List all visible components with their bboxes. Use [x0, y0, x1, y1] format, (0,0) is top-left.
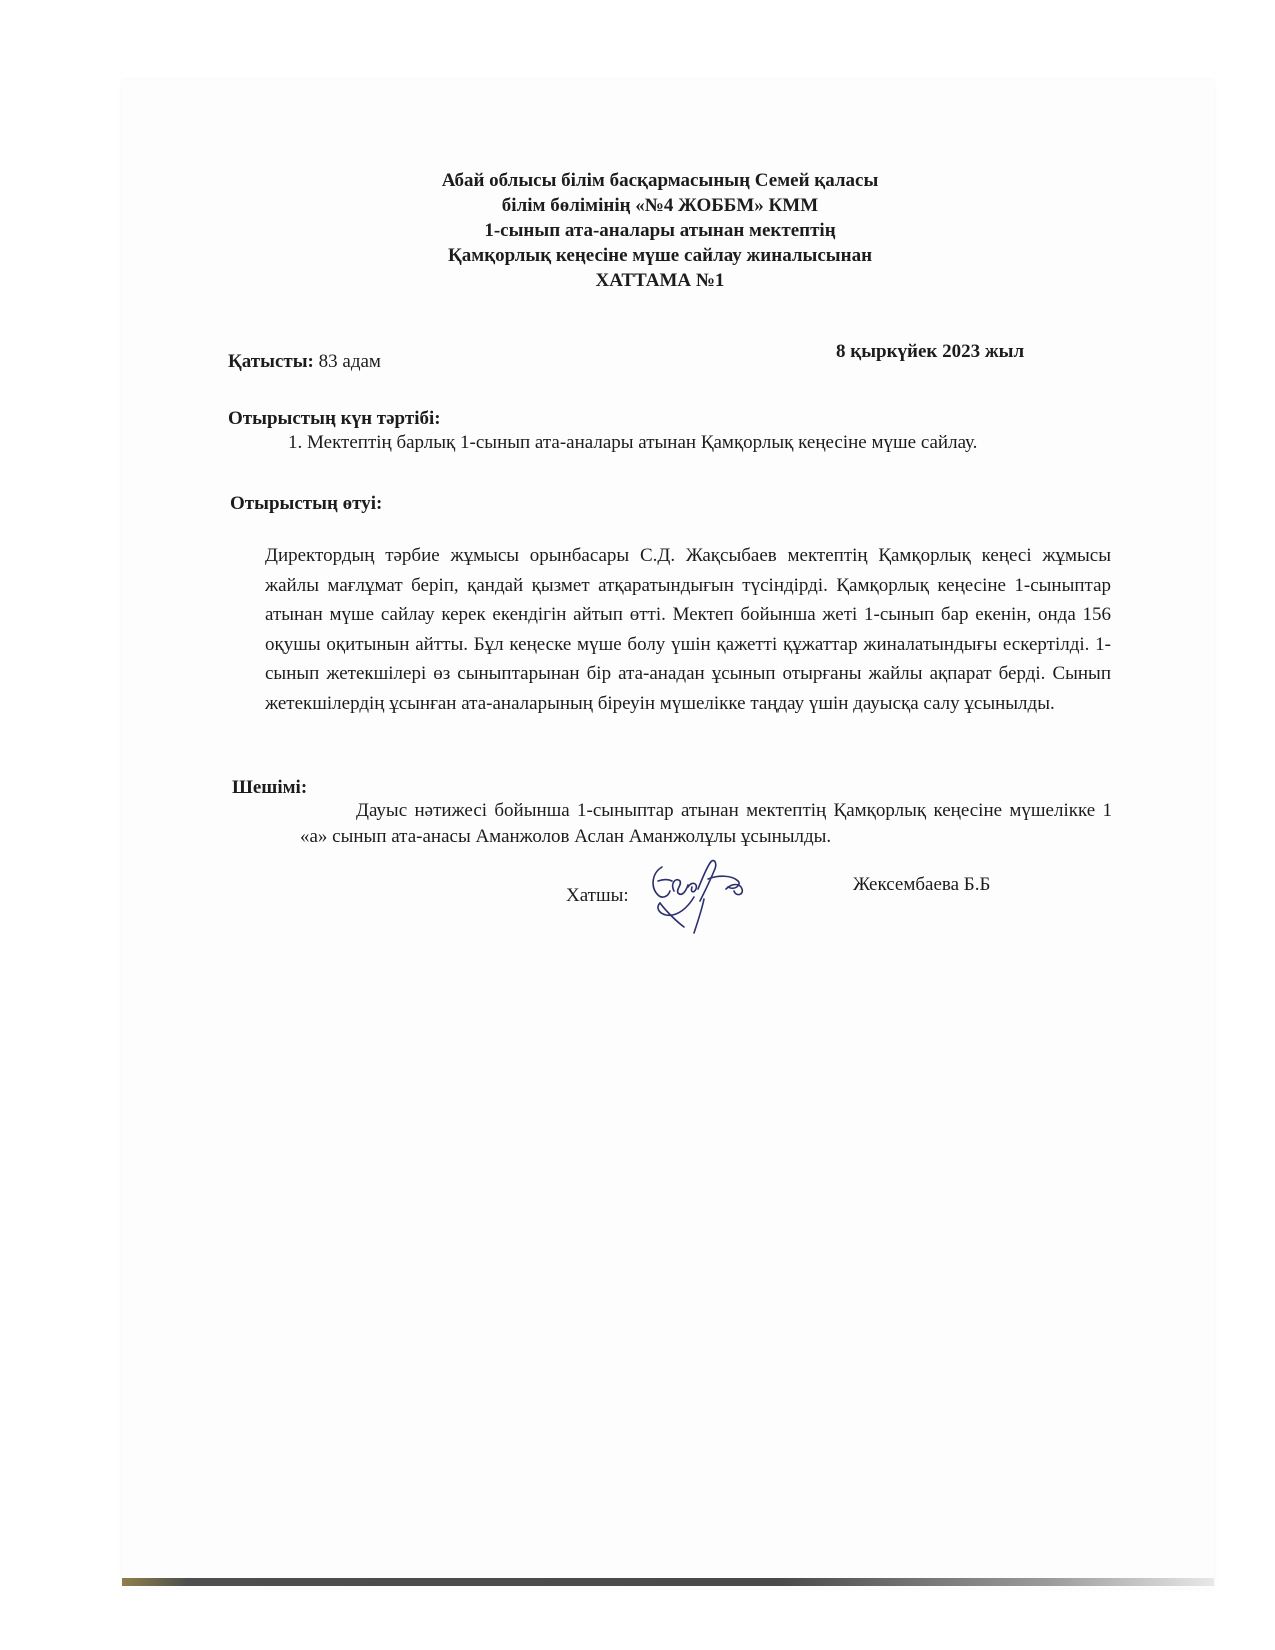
- header-line-3: 1-сынып ата-аналары атынан мектептің: [484, 220, 836, 241]
- meeting-date: 8 қыркүйек 2023 жыл: [836, 341, 1025, 362]
- attendance-value: 83 адам: [318, 351, 381, 372]
- course-title: Отырыстың өтуі:: [230, 493, 383, 514]
- decision-text: Дауыс нәтижесі бойынша 1-сыныптар атынан мектептің Қамқорлық кеңесіне мүшелікке 1 «а» сынып ата-анасы Аманжолов Аслан Аманжолұлы ұсынылды.: [300, 800, 1112, 847]
- header-line-1: Абай облысы білім басқармасының Семей қаласы: [441, 170, 879, 191]
- header-line-2: білім бөлімінің «№4 ЖОББМ» КММ: [501, 195, 819, 216]
- secretary-name: Жексембаева Б.Б: [853, 874, 991, 895]
- course-text: Директордың тәрбие жұмысы орынбасары С.Д. Жақсыбаев мектептің Қамқорлық кеңесі жұмысы жайлы мағлұмат беріп, қандай қызмет атқаратындығын түсіндірді. Қамқорлық кеңесіне 1-сыныптар атынан мүше сайлау керек екендігін айтып өтті. Мектеп бойынша жеті 1-сынып бар екенін, онда 156 оқушы оқитынын айтты. Бұл кеңеске мүше болу үшін қажетті құжаттар жиналатындығы ескертілді. 1-сынып жетекшілері өз сыныптарынан бір ата-анадан ұсынып отырғаны жайлы ақпарат берді. Сынып жетекшілердің ұсынған ата-аналарының біреуін мүшелікке таңдау үшін дауысқа салу ұсынылды.: [265, 545, 1111, 714]
- secretary-label: Хатшы:: [566, 885, 629, 906]
- attendance-label: Қатысты:: [228, 351, 314, 372]
- attendance: [228, 351, 381, 373]
- page-bottom-edge: [122, 1578, 1214, 1586]
- agenda-title: Отырыстың күн тәртібі:: [228, 408, 441, 429]
- handwritten-signature: [648, 855, 768, 965]
- document-title: ХАТТАМА №1: [595, 270, 725, 291]
- document-header: [300, 168, 1020, 293]
- agenda-item: 1. Мектептің барлық 1-сынып ата-аналары атынан Қамқорлық кеңесіне мүше сайлау.: [288, 432, 978, 453]
- header-line-4: Қамқорлық кеңесіне мүше сайлау жиналысынан: [447, 245, 873, 266]
- decision-title: Шешімі:: [232, 777, 308, 798]
